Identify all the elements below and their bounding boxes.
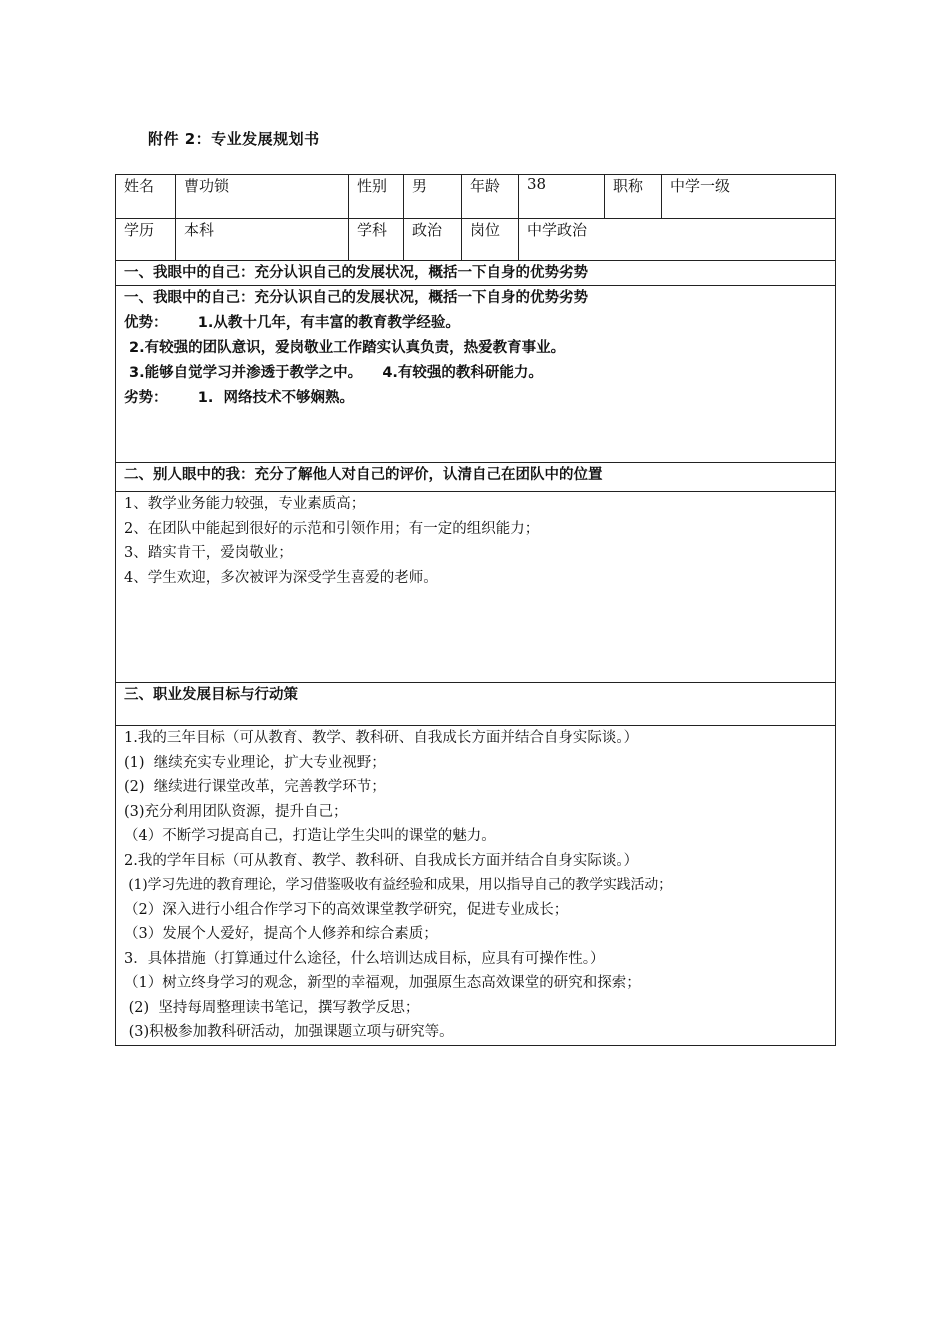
- section3-line: (3)充分利用团队资源，提升自己；: [124, 803, 348, 820]
- post-value: 中学政治: [519, 219, 836, 261]
- subject-value: 政治: [404, 219, 462, 261]
- section2-line: 2、在团队中能起到很好的示范和引领作用；有一定的组织能力；: [124, 520, 540, 537]
- development-plan-table: [115, 174, 836, 1046]
- section3-line: 2.我的学年目标（可从教育、教学、教科研、自我成长方面并结合自身实际谈。）: [124, 852, 639, 869]
- name-value: 曹功锁: [176, 175, 349, 219]
- section2-line: 3、踏实肯干，爱岗敬业；: [124, 545, 293, 561]
- section3-body-row: [116, 726, 836, 1046]
- age-value: 38: [519, 175, 605, 219]
- section3-line: （3）发展个人爱好，提高个人修养和综合素质；: [124, 926, 438, 942]
- section3-line: （4）不断学习提高自己，打造让学生尖叫的课堂的魅力。: [124, 828, 496, 844]
- subject-label: 学科: [349, 219, 404, 261]
- section1-line: 一、我眼中的自己：充分认识自己的发展状况，概括一下自身的优势劣势: [124, 290, 588, 306]
- gender-label: 性别: [349, 175, 404, 219]
- section3-line: (3)积极参加教科研活动，加强课题立项与研究等。: [124, 1024, 454, 1040]
- section1-heading: 一、我眼中的自己：充分认识自己的发展状况，概括一下自身的优势劣势: [116, 261, 836, 286]
- section3-heading: 三、职业发展目标与行动策: [116, 683, 836, 726]
- section2-body-row: [116, 492, 836, 683]
- education-label: 学历: [116, 219, 176, 261]
- name-label: 姓名: [116, 175, 176, 219]
- section3-body: [116, 726, 836, 1046]
- section3-line: 3．具体措施（打算通过什么途径，什么培训达成目标，应具有可操作性。）: [124, 950, 605, 967]
- section3-line: （2）深入进行小组合作学习下的高效课堂教学研究，促进专业成长；: [124, 901, 569, 918]
- title-label: 职称: [605, 175, 662, 219]
- post-label: 岗位: [462, 219, 519, 261]
- section3-line: (1) 继续充实专业理论，扩大专业视野；: [124, 754, 386, 771]
- section2-heading: 二、别人眼中的我：充分了解他人对自己的评价，认清自己在团队中的位置: [116, 463, 836, 492]
- info-row-2: [116, 219, 836, 261]
- section3-line: (2) 继续进行课堂改革，完善教学环节；: [124, 779, 386, 795]
- age-label: 年龄: [462, 175, 519, 219]
- section3-line: 1.我的三年目标（可从教育、教学、教科研、自我成长方面并结合自身实际谈。）: [124, 730, 639, 746]
- section1-line: 劣势： 1. 网络技术不够娴熟。: [124, 390, 354, 406]
- section1-line: 优势： 1.从教十几年，有丰富的教育教学经验。: [124, 315, 460, 331]
- title-value: 中学一级: [662, 175, 836, 219]
- education-value: 本科: [176, 219, 349, 261]
- section2-body: [116, 492, 836, 683]
- section2-heading-row: [116, 463, 836, 492]
- section2-line: 4、学生欢迎，多次被评为深受学生喜爱的老师。: [124, 569, 438, 586]
- section3-line: （1）树立终身学习的观念，新型的幸福观，加强原生态高效课堂的研究和探索；: [124, 975, 641, 991]
- section1-body: [116, 286, 836, 463]
- section1-line: 2.有较强的团队意识，爱岗敬业工作踏实认真负责，热爱教育事业。: [124, 340, 566, 356]
- section1-line: 3.能够自觉学习并渗透于教学之中。 4.有较强的教科研能力。: [124, 365, 543, 381]
- info-row-1: [116, 175, 836, 219]
- section1-body-row: [116, 286, 836, 463]
- section3-line: (1)学习先进的教育理论，学习借鉴吸收有益经验和成果，用以指导自己的教学实践活动；: [124, 877, 672, 893]
- section3-heading-row: [116, 683, 836, 726]
- section3-line: (2) 坚持每周整理读书笔记，撰写教学反思；: [124, 999, 420, 1016]
- section1-heading-row: [116, 261, 836, 286]
- section2-line: 1、教学业务能力较强，专业素质高；: [124, 496, 366, 512]
- gender-value: 男: [404, 175, 462, 219]
- page-title: 附件 2：专业发展规划书: [148, 130, 320, 148]
